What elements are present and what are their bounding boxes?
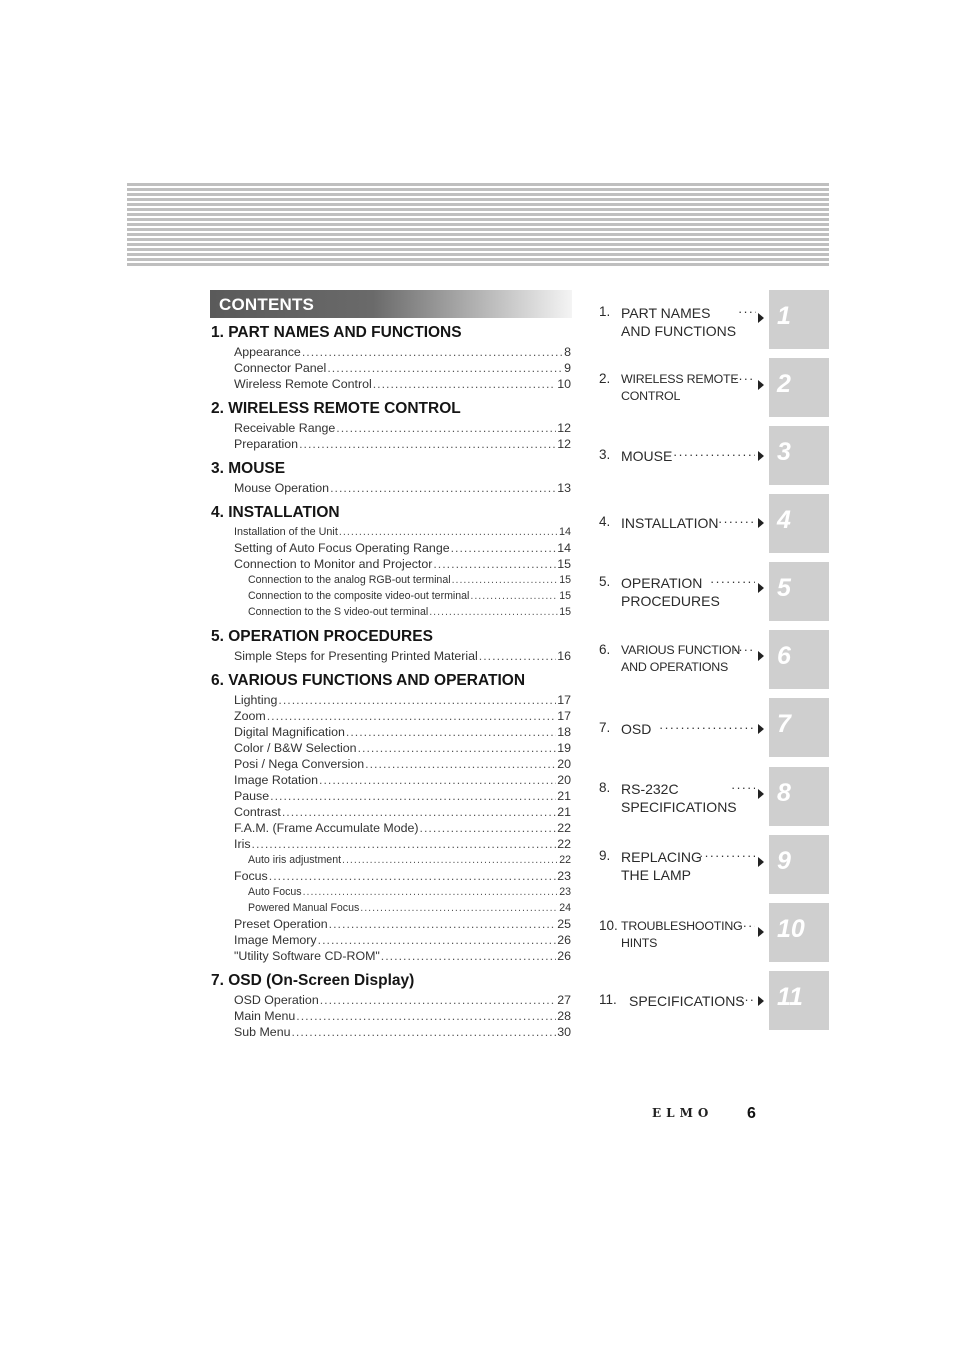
chapter-tab[interactable] xyxy=(769,835,829,894)
contents-title: CONTENTS xyxy=(219,295,315,314)
dot-leader xyxy=(342,852,558,868)
dot-leader xyxy=(373,376,556,392)
toc-entry-label: Preparation xyxy=(234,437,299,451)
dot-leader xyxy=(282,804,556,820)
chapter-tab-number: 2 xyxy=(777,370,791,398)
arrow-right-icon xyxy=(758,857,764,867)
dot-leader xyxy=(420,820,557,836)
toc-entry[interactable] xyxy=(234,524,571,540)
toc-entry[interactable] xyxy=(234,344,571,360)
toc-entry-page: 22 xyxy=(557,837,571,851)
dot-leader xyxy=(452,572,559,588)
dot-leader xyxy=(433,556,556,572)
chapter-tab[interactable] xyxy=(769,767,829,826)
dot-leader xyxy=(252,836,557,852)
toc-entry[interactable] xyxy=(234,820,571,836)
chapter-number: 3. xyxy=(599,447,611,462)
dot-leader xyxy=(381,948,556,964)
chapter-index-item[interactable] xyxy=(599,918,769,978)
toc-entry[interactable] xyxy=(248,884,571,900)
arrow-right-icon xyxy=(758,451,764,461)
chapter-index-item[interactable] xyxy=(599,780,769,840)
chapter-label-line: AND OPERATIONS xyxy=(621,660,729,674)
toc-entry[interactable] xyxy=(234,480,571,496)
toc-entry[interactable] xyxy=(234,540,571,556)
toc-entry-page: 15 xyxy=(559,606,571,618)
toc-entry-label: OSD Operation xyxy=(234,993,319,1007)
chapter-tab[interactable] xyxy=(769,290,829,349)
toc-entry-label: Connection to the analog RGB-out terminal xyxy=(248,574,451,586)
chapter-number: 1. xyxy=(599,304,611,319)
toc-entry-page: 12 xyxy=(557,437,571,451)
toc-entry[interactable] xyxy=(234,836,571,852)
toc-entry-label: Digital Magnification xyxy=(234,725,345,739)
toc-entry-page: 15 xyxy=(559,574,571,586)
section-title: 2. WIRELESS REMOTE CONTROL xyxy=(211,400,461,417)
dot-leader xyxy=(320,992,556,1008)
toc-entry-label: Preset Operation xyxy=(234,917,328,931)
dot-leader xyxy=(733,371,755,389)
chapter-index-item[interactable] xyxy=(599,447,769,507)
toc-entry-page: 24 xyxy=(559,902,571,914)
chapter-index-item[interactable] xyxy=(599,371,769,431)
dot-leader xyxy=(470,588,558,604)
toc-entry[interactable] xyxy=(234,420,571,436)
toc-entry-page: 8 xyxy=(564,345,571,359)
dot-leader xyxy=(365,756,556,772)
toc-entry[interactable] xyxy=(248,572,571,588)
chapter-label xyxy=(621,514,719,532)
toc-entry-label: Setting of Auto Focus Operating Range xyxy=(234,541,450,555)
toc-entry-page: 22 xyxy=(557,821,571,835)
arrow-right-icon xyxy=(758,724,764,734)
chapter-label-line: OSD xyxy=(621,721,652,737)
table-of-contents xyxy=(211,322,571,1040)
toc-entry[interactable] xyxy=(234,788,571,804)
toc-entry-label: Receivable Range xyxy=(234,421,336,435)
chapter-tab[interactable] xyxy=(769,426,829,485)
chapter-label-line: INSTALLATION xyxy=(621,515,719,531)
toc-entry-page: 14 xyxy=(558,526,571,538)
chapter-number: 11. xyxy=(599,992,617,1007)
toc-entry[interactable] xyxy=(234,724,571,740)
dot-leader xyxy=(318,932,557,948)
chapter-number: 9. xyxy=(599,848,611,863)
chapter-label xyxy=(629,992,745,1010)
chapter-label-line: MOUSE xyxy=(621,448,673,464)
toc-entry-label: Iris xyxy=(234,837,251,851)
chapter-tab-number: 5 xyxy=(777,574,791,602)
chapter-label xyxy=(621,574,720,610)
toc-entry-page: 14 xyxy=(557,541,571,555)
toc-entry-page: 23 xyxy=(559,886,571,898)
chapter-label-line: RS-232C xyxy=(621,781,679,797)
toc-entry-label: Pause xyxy=(234,789,270,803)
toc-entry-page: 21 xyxy=(557,789,571,803)
dot-leader xyxy=(451,540,557,556)
toc-entry[interactable] xyxy=(234,1008,571,1024)
toc-entry[interactable] xyxy=(234,648,571,664)
chapter-label-line: OPERATION xyxy=(621,575,703,591)
chapter-tab-number: 9 xyxy=(777,847,791,875)
toc-entry-page: 19 xyxy=(557,741,571,755)
toc-entry-page: 12 xyxy=(557,421,571,435)
dot-leader xyxy=(329,916,557,932)
toc-entry-page: 22 xyxy=(559,854,571,866)
dot-leader xyxy=(738,304,756,322)
dot-leader xyxy=(296,1008,556,1024)
chapter-tab-number: 4 xyxy=(777,506,791,534)
chapter-number: 6. xyxy=(599,642,611,657)
chapter-tab[interactable] xyxy=(769,698,829,757)
chapter-label-line: PART NAMES xyxy=(621,305,711,321)
toc-entry-page: 26 xyxy=(557,949,571,963)
toc-entry-label: Contrast xyxy=(234,805,281,819)
toc-entry-page: 26 xyxy=(557,933,571,947)
toc-entry-page: 15 xyxy=(557,557,571,571)
arrow-right-icon xyxy=(758,583,764,593)
chapter-tab-number: 10 xyxy=(777,915,805,943)
chapter-tab-number: 11 xyxy=(777,983,803,1011)
toc-entry[interactable] xyxy=(234,556,571,572)
dot-leader xyxy=(270,788,556,804)
toc-entry[interactable] xyxy=(234,868,571,884)
dot-leader xyxy=(731,780,755,798)
toc-entry-label: Color / B&W Selection xyxy=(234,741,357,755)
dot-leader xyxy=(718,514,755,532)
section-title: 4. INSTALLATION xyxy=(211,504,340,521)
chapter-number: 10. xyxy=(599,918,618,933)
toc-entry[interactable] xyxy=(248,852,571,868)
toc-entry-label: F.A.M. (Frame Accumulate Mode) xyxy=(234,821,419,835)
toc-entry-label: Auto iris adjustment xyxy=(248,854,342,866)
arrow-right-icon xyxy=(758,789,764,799)
toc-entry-page: 30 xyxy=(557,1025,571,1039)
toc-entry-label: Wireless Remote Control xyxy=(234,377,372,391)
chapter-index-item[interactable] xyxy=(599,642,769,702)
toc-entry[interactable] xyxy=(234,740,571,756)
page-number: 6 xyxy=(747,1105,756,1122)
dot-leader xyxy=(339,524,558,540)
chapter-number: 4. xyxy=(599,514,611,529)
chapter-tab[interactable] xyxy=(769,562,829,621)
dot-leader xyxy=(299,436,556,452)
toc-entry[interactable] xyxy=(234,360,571,376)
dot-leader xyxy=(269,868,556,884)
dot-leader xyxy=(429,604,558,620)
toc-entry[interactable] xyxy=(248,604,571,620)
chapter-label-line: VARIOUS FUNCTION xyxy=(621,643,741,657)
section-title: 3. MOUSE xyxy=(211,460,286,477)
toc-entry[interactable] xyxy=(234,992,571,1008)
arrow-right-icon xyxy=(758,313,764,323)
chapter-number: 2. xyxy=(599,371,611,386)
chapter-label xyxy=(621,371,738,405)
elmo-logo: ELMO xyxy=(652,1106,714,1120)
toc-entry-page: 20 xyxy=(557,757,571,771)
toc-entry[interactable] xyxy=(234,916,571,932)
section-title: 1. PART NAMES AND FUNCTIONS xyxy=(211,324,462,341)
toc-entry[interactable] xyxy=(234,772,571,788)
toc-entry-label: Image Memory xyxy=(234,933,317,947)
chapter-tab[interactable] xyxy=(769,358,829,417)
toc-entry-page: 15 xyxy=(559,590,571,602)
chapter-tab[interactable] xyxy=(769,971,829,1030)
chapter-tab-number: 1 xyxy=(777,302,791,330)
toc-entry-label: Mouse Operation xyxy=(234,481,330,495)
chapter-label-line: WIRELESS REMOTE xyxy=(621,372,739,386)
dot-leader xyxy=(327,360,563,376)
toc-entry[interactable] xyxy=(234,692,571,708)
dot-leader xyxy=(710,574,755,592)
toc-entry-label: Sub Menu xyxy=(234,1025,291,1039)
dot-leader xyxy=(319,772,556,788)
dot-leader xyxy=(732,918,755,936)
arrow-right-icon xyxy=(758,380,764,390)
dot-leader xyxy=(302,344,563,360)
toc-entry-page: 13 xyxy=(557,481,571,495)
chapter-label xyxy=(621,304,736,340)
chapter-tab-number: 7 xyxy=(777,710,791,738)
toc-entry-label: Main Menu xyxy=(234,1009,296,1023)
chapter-label xyxy=(621,918,743,952)
dot-leader xyxy=(739,992,755,1010)
contents-header-bar xyxy=(210,290,572,318)
chapter-index-item[interactable] xyxy=(599,992,769,1052)
toc-entry[interactable] xyxy=(234,376,571,392)
toc-entry-label: Posi / Nega Conversion xyxy=(234,757,365,771)
toc-entry-label: Appearance xyxy=(234,345,301,359)
dot-leader xyxy=(699,848,755,866)
dot-leader xyxy=(360,900,558,916)
chapter-label xyxy=(621,780,737,816)
chapter-label-line: TROUBLESHOOTING xyxy=(621,919,743,933)
dot-leader xyxy=(733,642,755,660)
arrow-right-icon xyxy=(758,996,764,1006)
chapter-tab[interactable] xyxy=(769,903,829,962)
dot-leader xyxy=(330,480,556,496)
section-title: 5. OPERATION PROCEDURES xyxy=(211,628,433,645)
arrow-right-icon xyxy=(758,651,764,661)
toc-entry-page: 25 xyxy=(557,917,571,931)
toc-entry-page: 23 xyxy=(557,869,571,883)
chapter-number: 5. xyxy=(599,574,611,589)
chapter-label-line: SPECIFICATIONS xyxy=(629,993,745,1009)
chapter-tab-number: 3 xyxy=(777,438,791,466)
chapter-label xyxy=(621,720,651,738)
toc-entry-page: 18 xyxy=(557,725,571,739)
toc-entry-label: "Utility Software CD-ROM" xyxy=(234,949,380,963)
chapter-index-item[interactable] xyxy=(599,720,769,780)
chapter-label-line: THE LAMP xyxy=(621,867,692,883)
toc-entry-label: Installation of the Unit xyxy=(234,526,338,538)
toc-entry[interactable] xyxy=(234,436,571,452)
dot-leader xyxy=(291,1024,556,1040)
toc-entry-page: 20 xyxy=(557,773,571,787)
toc-entry-label: Image Rotation xyxy=(234,773,319,787)
toc-entry[interactable] xyxy=(234,708,571,724)
section-title: 7. OSD (On-Screen Display) xyxy=(211,972,415,989)
chapter-index-item[interactable] xyxy=(599,848,769,908)
chapter-label xyxy=(621,642,740,676)
toc-entry-page: 10 xyxy=(557,377,571,391)
toc-entry-page: 9 xyxy=(564,361,571,375)
chapter-number: 8. xyxy=(599,780,611,795)
toc-entry-page: 16 xyxy=(557,649,571,663)
chapter-tab[interactable] xyxy=(769,494,829,553)
dot-leader xyxy=(659,720,755,738)
toc-entry[interactable] xyxy=(234,804,571,820)
toc-entry-label: Connector Panel xyxy=(234,361,327,375)
chapter-tab-number: 8 xyxy=(777,779,791,807)
toc-entry[interactable] xyxy=(234,756,571,772)
toc-entry[interactable] xyxy=(248,900,571,916)
chapter-index-item[interactable] xyxy=(599,514,769,574)
chapter-label xyxy=(621,447,672,465)
chapter-label-line: SPECIFICATIONS xyxy=(621,799,737,815)
toc-entry-page: 28 xyxy=(557,1009,571,1023)
arrow-right-icon xyxy=(758,927,764,937)
toc-entry-label: Powered Manual Focus xyxy=(248,902,360,914)
toc-entry[interactable] xyxy=(234,1024,571,1040)
chapter-number: 7. xyxy=(599,720,611,735)
toc-entry-label: Zoom xyxy=(234,709,266,723)
chapter-label xyxy=(621,848,702,884)
toc-entry[interactable] xyxy=(234,932,571,948)
chapter-tab-number: 6 xyxy=(777,642,791,670)
dot-leader xyxy=(358,740,557,756)
dot-leader xyxy=(278,692,556,708)
dot-leader xyxy=(336,420,556,436)
toc-entry-label: Connection to the composite video-out terminal xyxy=(248,590,470,602)
toc-entry-label: Focus xyxy=(234,869,268,883)
dot-leader xyxy=(346,724,556,740)
toc-entry-page: 17 xyxy=(557,693,571,707)
chapter-label-line: PROCEDURES xyxy=(621,593,720,609)
dot-leader xyxy=(479,648,556,664)
toc-entry[interactable] xyxy=(234,948,571,964)
arrow-right-icon xyxy=(758,518,764,528)
toc-entry-page: 21 xyxy=(557,805,571,819)
section-title: 6. VARIOUS FUNCTIONS AND OPERATION xyxy=(211,672,526,689)
chapter-tab[interactable] xyxy=(769,630,829,689)
toc-entry-page: 17 xyxy=(557,709,571,723)
chapter-index-item[interactable] xyxy=(599,304,769,364)
toc-entry-page: 27 xyxy=(557,993,571,1007)
dot-leader xyxy=(673,447,755,465)
toc-entry[interactable] xyxy=(248,588,571,604)
toc-entry-label: Simple Steps for Presenting Printed Material xyxy=(234,649,478,663)
chapter-label-line: REPLACING xyxy=(621,849,702,865)
toc-entry-label: Auto Focus xyxy=(248,886,302,898)
header-stripe-band xyxy=(127,183,829,266)
toc-entry-label: Connection to Monitor and Projector xyxy=(234,557,433,571)
chapter-label-line: CONTROL xyxy=(621,389,681,403)
chapter-label-line: AND FUNCTIONS xyxy=(621,323,737,339)
chapter-index-item[interactable] xyxy=(599,574,769,634)
dot-leader xyxy=(303,884,559,900)
chapter-label-line: HINTS xyxy=(621,936,658,950)
toc-entry-label: Connection to the S video-out terminal xyxy=(248,606,429,618)
toc-entry-label: Lighting xyxy=(234,693,278,707)
dot-leader xyxy=(267,708,557,724)
